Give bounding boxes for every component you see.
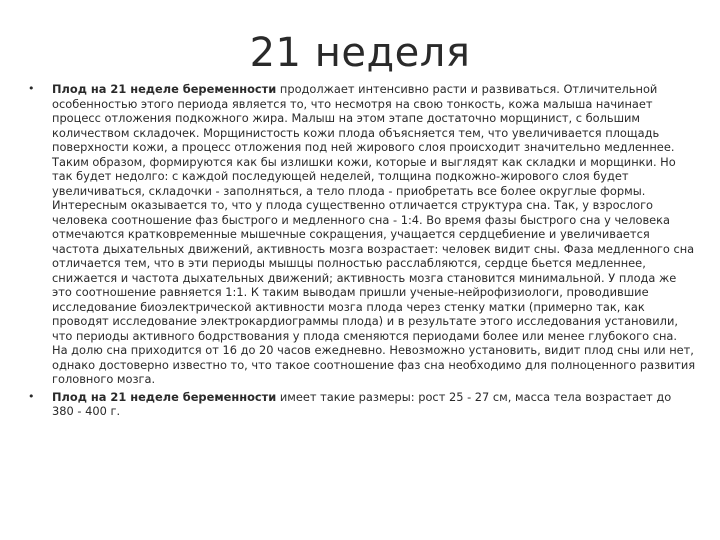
bullet-item (28, 82, 696, 387)
bullet-lead-text: Плод на 21 неделе беременности (52, 389, 277, 404)
bullet-body-text: имеет такие размеры: рост 25 - 27 см, масса тела возрастает до 380 - 400 г. (52, 389, 672, 418)
slide-title: 21 неделя (249, 30, 471, 76)
bullet-lead-text: Плод на 21 неделе беременности (52, 82, 277, 96)
bullet-paragraph (52, 390, 696, 419)
bullet-item (28, 390, 696, 419)
bullet-continuation-paragraph: Интересным оказывается то, что у плода существенно отличается структура сна. Так, у взрослого человека соотношение фаз быстрого и медленного сна - 1:4. Во время фазы быстрого сна у человека отмечаются кратковременные мышечные сокращения, учащается сердцебиение и увеличивается частота дыхательных движений, активность мозга возрастает: человек видит сны. Фаза медленного сна отличается тем, что в эти периоды мышцы полностью расслабляются, сердце бьется медленнее, снижается и частота дыхательных движений; активность мозга становится минимальной. У плода же это соотношение равняется 1:1. К таким выводам пришли ученые-нейрофизиологи, проводившие исследование биоэлектрической активности мозга плода через стенку матки (примерно так, как проводят исследование электрокардиограммы плода) и в результате этого исследования установили, что периоды активного бодрствования у плода сменяются периодами более или менее глубокого сна. На долю сна приходится от 16 до 20 часов ежедневно. Невозможно установить, видит плод сны или нет, однако достоверно известно то, что такое соотношение фаз сна необходимо для полноценного развития головного мозга. (52, 198, 696, 386)
bullet-paragraph (52, 82, 696, 198)
bullet-body-text: продолжает интенсивно расти и развиваться. Отличительной особенностью этого периода является то, что несмотря на свою тонкость, кожа малыша начинает процесс отложения подкожного жира. Малыш на этом этапе достаточно морщинист, с большим количеством складочек. Морщинистость кожи плода объясняется тем, что увеличивается площадь поверхности кожи, а процесс отложения под ней жирового слоя происходит значительно медленнее. Таким образом, формируются как бы излишки кожи, которые и выглядят как складки и морщинки. Но так будет недолго: с каждой последующей неделей, толщина подкожно-жирового слоя будет увеличиваться, складочки - заполняться, а тело плода - приобретать все более округлые формы. (52, 82, 676, 198)
bullet-list (28, 82, 696, 419)
bullet-icon: • (28, 389, 35, 403)
bullet-icon: • (28, 82, 35, 95)
